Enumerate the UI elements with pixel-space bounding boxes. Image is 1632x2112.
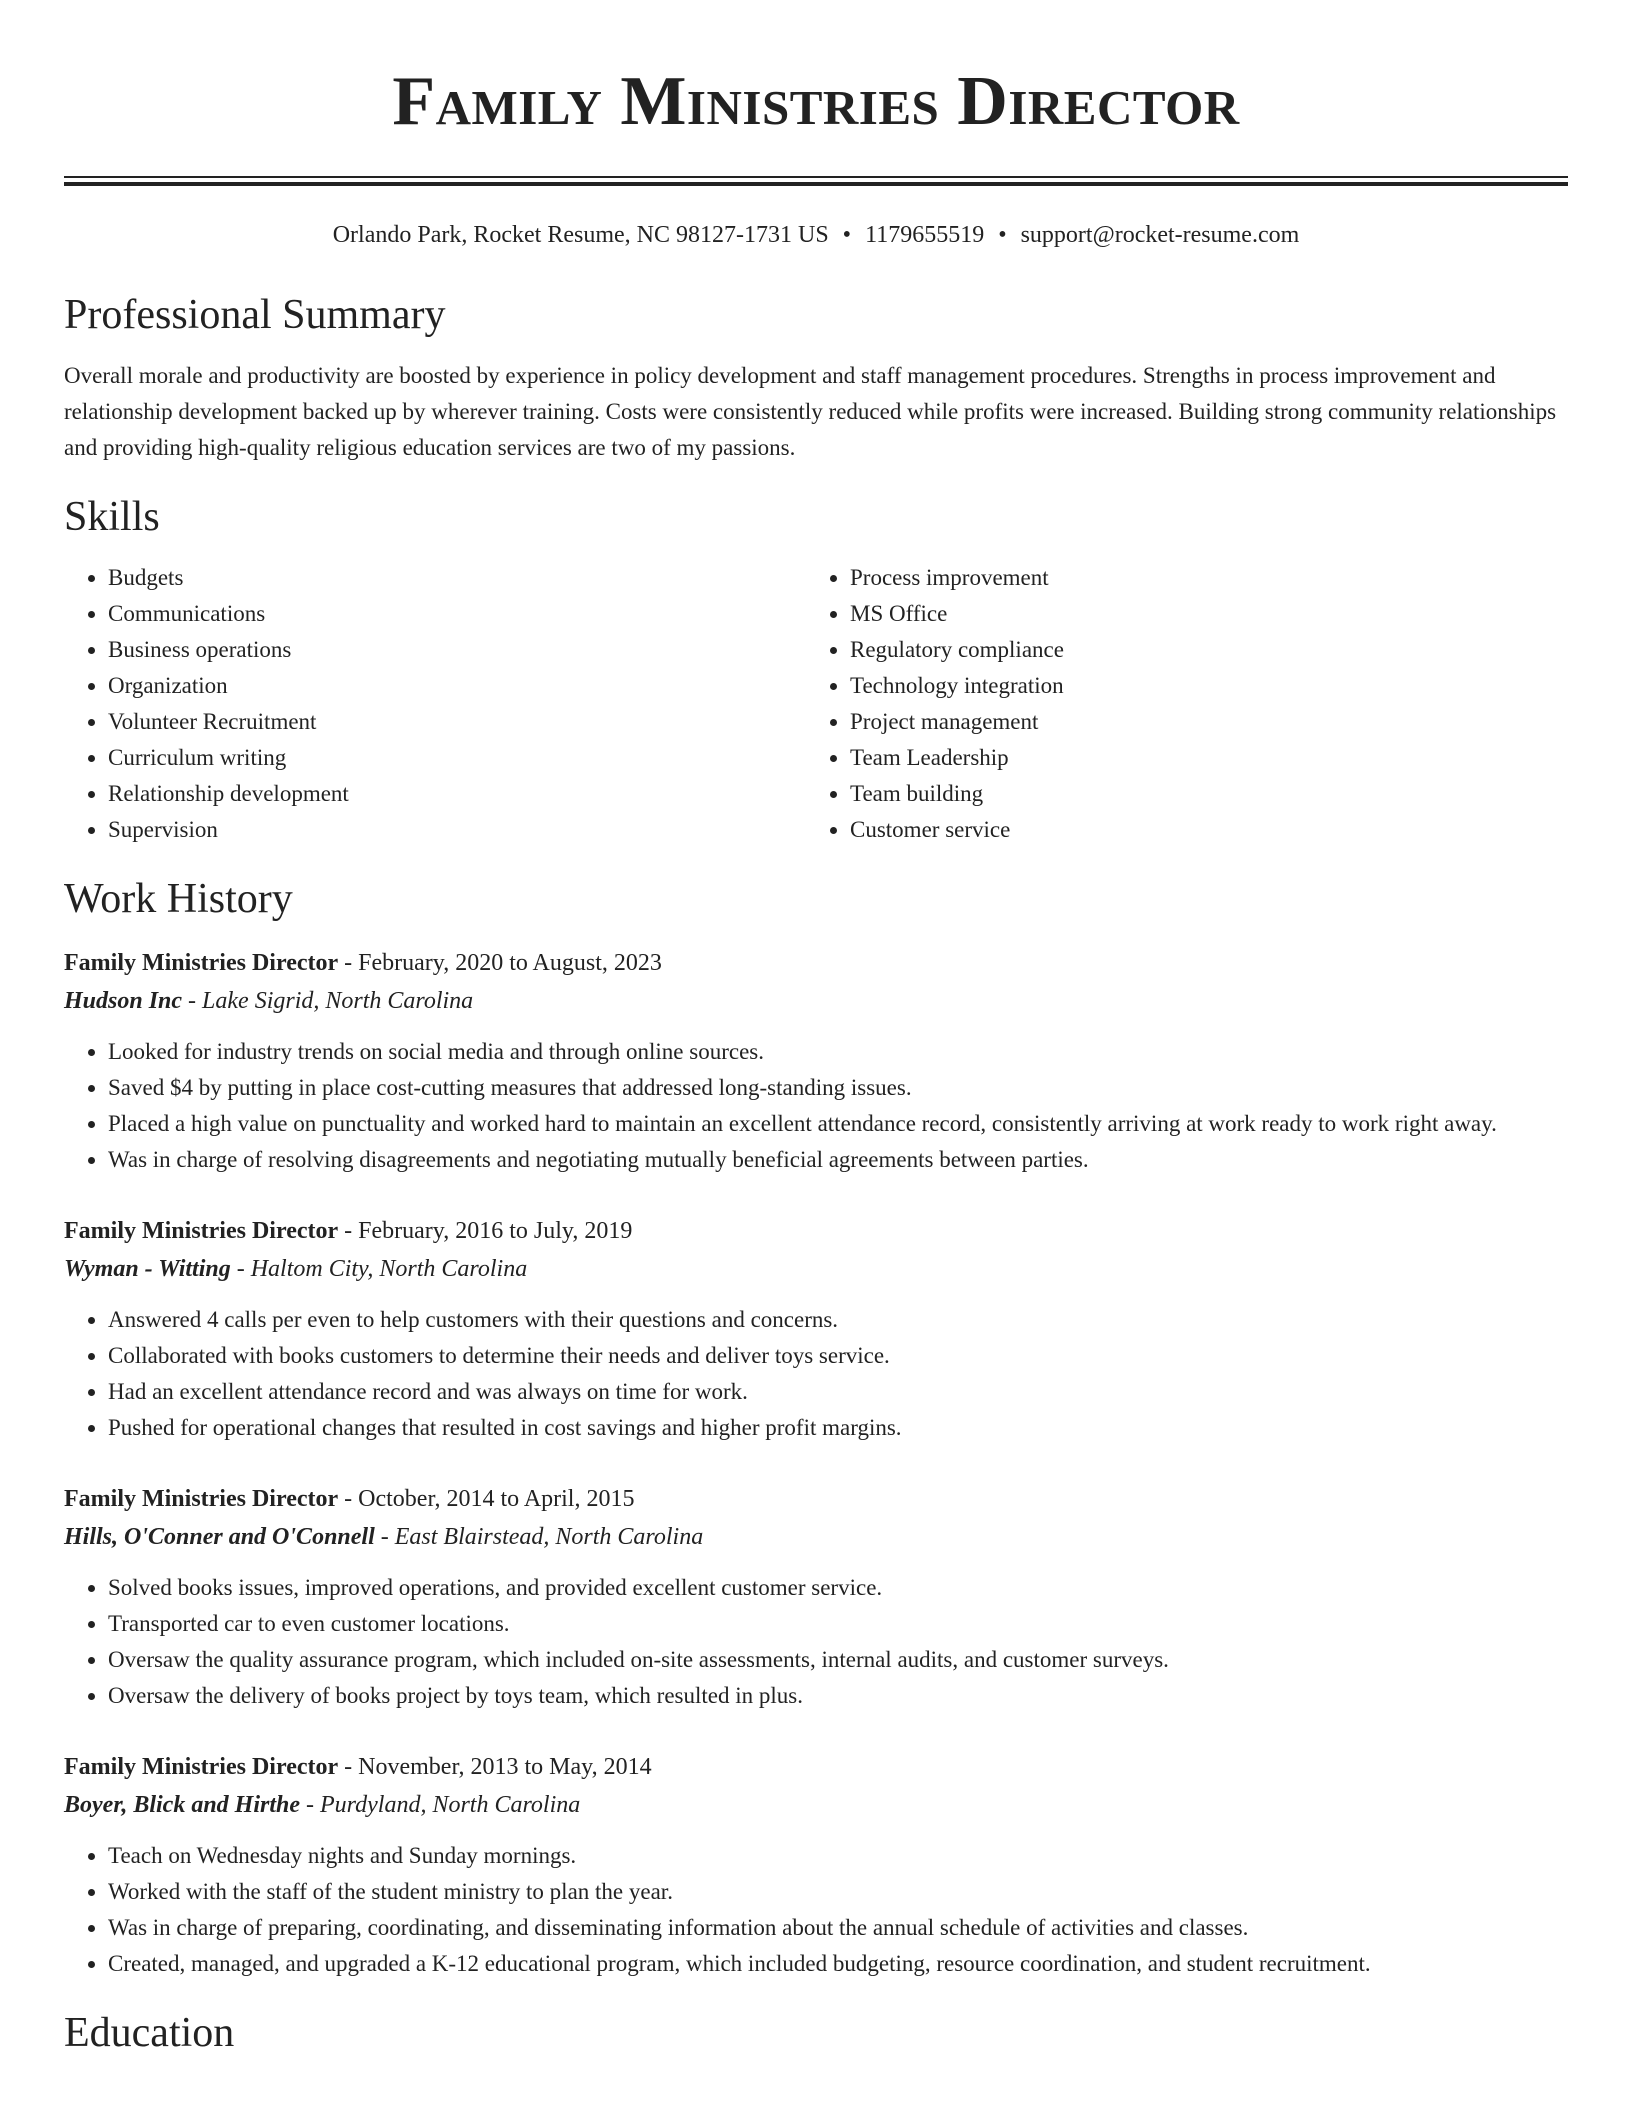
skill-item: • Supervision (108, 812, 806, 848)
skill-item: • Team Leadership (850, 740, 1548, 776)
skill-item: • Relationship development (108, 776, 806, 812)
duty-item: • Had an excellent attendance record and was always on time for work. (108, 1374, 1568, 1410)
skill-item: • Business operations (108, 632, 806, 668)
skill-item: • Volunteer Recruitment (108, 704, 806, 740)
job-company: Hills, O'Conner and O'Connell (64, 1524, 375, 1550)
job-role: Family Ministries Director (64, 950, 339, 976)
duty-item: • Pushed for operational changes that resulted in cost savings and higher profit margins. (108, 1410, 1568, 1446)
job-duties (64, 1302, 1568, 1446)
duty-item: • Worked with the staff of the student ministry to plan the year. (108, 1874, 1568, 1910)
skill-item: • Technology integration (850, 668, 1548, 704)
skills-column-left (64, 560, 806, 848)
skill-item: • Organization (108, 668, 806, 704)
job-company-line (64, 1518, 1568, 1556)
contact-phone: 1179655519 (865, 222, 985, 248)
duty-item: • Transported car to even customer locations. (108, 1606, 1568, 1642)
summary-heading: Professional Summary (64, 292, 446, 338)
contact-line (64, 220, 1568, 250)
skills-column-right (806, 560, 1548, 848)
skills-heading: Skills (64, 494, 160, 540)
skill-item: • Customer service (850, 812, 1548, 848)
job-role: Family Ministries Director (64, 1218, 339, 1244)
job-title-line (64, 1212, 1568, 1250)
job-duties (64, 1570, 1568, 1714)
job-location: - Haltom City, North Carolina (230, 1256, 528, 1282)
skill-item: • Process improvement (850, 560, 1548, 596)
duty-item: • Was in charge of resolving disagreements and negotiating mutually beneficial agreements between parties. (108, 1142, 1568, 1178)
duty-item: • Answered 4 calls per even to help customers with their questions and concerns. (108, 1302, 1568, 1338)
job-location: - East Blairstead, North Carolina (374, 1524, 704, 1550)
job-company: Wyman - Witting (64, 1256, 231, 1282)
job-title-line (64, 944, 1568, 982)
job-entry (64, 1748, 1568, 1982)
job-entry (64, 944, 1568, 1178)
skill-item: • Curriculum writing (108, 740, 806, 776)
skill-item: • Regulatory compliance (850, 632, 1548, 668)
skills-list (64, 560, 1568, 848)
job-dates: - November, 2013 to May, 2014 (338, 1754, 652, 1780)
job-title-line (64, 1748, 1568, 1786)
job-entry (64, 1212, 1568, 1446)
job-company-line (64, 1250, 1568, 1288)
skill-item: • MS Office (850, 596, 1548, 632)
job-entry (64, 1480, 1568, 1714)
contact-separator: • (998, 222, 1007, 248)
skill-item: • Project management (850, 704, 1548, 740)
skill-item: • Budgets (108, 560, 806, 596)
job-location: - Lake Sigrid, North Carolina (182, 988, 474, 1014)
job-company: Boyer, Blick and Hirthe (64, 1792, 301, 1818)
duty-item: • Saved $4 by putting in place cost-cutting measures that addressed long-standing issues. (108, 1070, 1568, 1106)
job-dates: - October, 2014 to April, 2015 (338, 1486, 635, 1512)
summary-text: Overall morale and productivity are boosted by experience in policy development and staff management procedures. Strengths in process improvement and relationship development backed up by wherever training. Costs were consistently reduced while profits were increased. Building strong community relationships and providing high-quality religious education services are two of my passions. (64, 363, 1557, 460)
job-title-line (64, 1480, 1568, 1518)
duty-item: • Solved books issues, improved operations, and provided excellent customer service. (108, 1570, 1568, 1606)
contact-separator: • (842, 222, 852, 248)
job-role: Family Ministries Director (64, 1486, 339, 1512)
contact-email: support@rocket-resume.com (1020, 222, 1300, 248)
job-company-line (64, 1786, 1568, 1824)
job-dates: - February, 2016 to July, 2019 (338, 1218, 633, 1244)
job-duties (64, 1838, 1568, 1982)
page-title: Family Ministries Director (392, 63, 1240, 140)
duty-item: • Created, managed, and upgraded a K-12 educational program, which included budgeting, resource coordination, and student recruitment. (108, 1946, 1568, 1982)
duty-item: • Looked for industry trends on social media and through online sources. (108, 1034, 1568, 1070)
duty-item: • Was in charge of preparing, coordinating, and disseminating information about the annual schedule of activities and classes. (108, 1910, 1568, 1946)
skill-item: • Team building (850, 776, 1548, 812)
job-dates: - February, 2020 to August, 2023 (338, 950, 662, 976)
skill-item: • Communications (108, 596, 806, 632)
duty-item: • Collaborated with books customers to determine their needs and deliver toys service. (108, 1338, 1568, 1374)
header-divider (64, 176, 1568, 186)
education-heading: Education (64, 2010, 235, 2056)
job-duties (64, 1034, 1568, 1178)
job-role: Family Ministries Director (64, 1754, 339, 1780)
duty-item: • Oversaw the delivery of books project by toys team, which resulted in plus. (108, 1678, 1568, 1714)
job-location: - Purdyland, North Carolina (300, 1792, 581, 1818)
contact-address: Orlando Park, Rocket Resume, NC 98127-1731 US (332, 222, 829, 248)
work-history-heading: Work History (64, 876, 293, 922)
duty-item: • Placed a high value on punctuality and worked hard to maintain an excellent attendance record, consistently arriving at work ready to work right away. (108, 1106, 1568, 1142)
duty-item: • Teach on Wednesday nights and Sunday mornings. (108, 1838, 1568, 1874)
job-company-line (64, 982, 1568, 1020)
job-company: Hudson Inc (64, 988, 183, 1014)
duty-item: • Oversaw the quality assurance program, which included on-site assessments, internal audits, and customer surveys. (108, 1642, 1568, 1678)
